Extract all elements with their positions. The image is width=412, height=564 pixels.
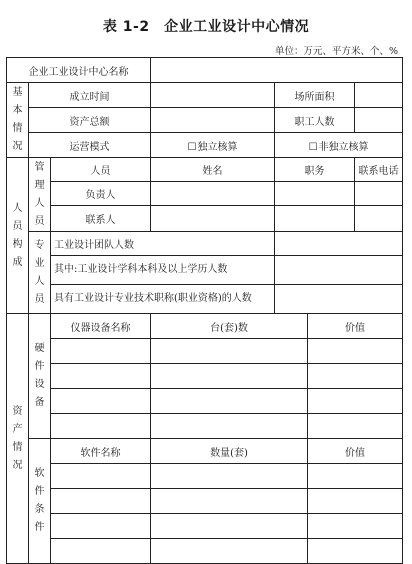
total-assets-field[interactable] bbox=[151, 108, 275, 133]
site-area-field[interactable] bbox=[355, 83, 403, 108]
center-name-field[interactable] bbox=[151, 58, 403, 83]
staff-count-label: 职工人数 bbox=[275, 108, 355, 133]
hw-value-field[interactable] bbox=[308, 364, 403, 389]
hw-value-field[interactable] bbox=[308, 389, 403, 414]
established-label: 成立时间 bbox=[29, 83, 151, 108]
mgmt-header-phone: 联系电话 bbox=[355, 158, 403, 182]
management-section-label: 管理人员 bbox=[29, 158, 51, 232]
hw-name-field[interactable] bbox=[51, 339, 151, 364]
leader-name-field[interactable] bbox=[151, 182, 275, 206]
hw-name-field[interactable] bbox=[51, 364, 151, 389]
total-assets-label: 资产总额 bbox=[29, 108, 151, 133]
sw-qty-field[interactable] bbox=[151, 464, 308, 489]
sw-header-value: 价值 bbox=[308, 439, 403, 464]
leader-phone-field[interactable] bbox=[355, 182, 403, 206]
bachelor-count-label: 其中:工业设计学科本科及以上学历人数 bbox=[51, 256, 275, 285]
unit-note: 单位：万元、平方米、个、% bbox=[274, 46, 398, 57]
software-section-label: 软件条件 bbox=[29, 439, 51, 564]
mgmt-header-name: 姓名 bbox=[151, 158, 275, 182]
sw-name-field[interactable] bbox=[51, 464, 151, 489]
sw-value-field[interactable] bbox=[308, 539, 403, 564]
hw-name-field[interactable] bbox=[51, 389, 151, 414]
contact-position-field[interactable] bbox=[275, 206, 355, 232]
sw-value-field[interactable] bbox=[308, 489, 403, 514]
independent-checkbox[interactable]: ☐ 独立核算 bbox=[151, 133, 275, 158]
sw-header-name: 软件名称 bbox=[51, 439, 151, 464]
table-title: 表 1-2 企业工业设计中心情况 bbox=[102, 19, 310, 35]
hw-qty-field[interactable] bbox=[151, 339, 308, 364]
hardware-section-label: 硬件设备 bbox=[29, 314, 51, 439]
mgmt-header-person: 人员 bbox=[51, 158, 151, 182]
operation-mode-label: 运营模式 bbox=[29, 133, 151, 158]
assets-section-label: 资产情况 bbox=[7, 314, 29, 564]
basic-section-label: 基本情况 bbox=[7, 83, 29, 158]
sw-name-field[interactable] bbox=[51, 489, 151, 514]
site-area-label: 场所面积 bbox=[275, 83, 355, 108]
design-center-form bbox=[6, 57, 403, 564]
sw-value-field[interactable] bbox=[308, 464, 403, 489]
mgmt-row-label: 负责人 bbox=[51, 182, 151, 206]
hw-header-name: 仪器设备名称 bbox=[51, 314, 151, 339]
team-count-field[interactable] bbox=[275, 232, 403, 256]
hw-qty-field[interactable] bbox=[151, 389, 308, 414]
non-independent-checkbox[interactable]: ☐ 非独立核算 bbox=[275, 133, 403, 158]
sw-qty-field[interactable] bbox=[151, 489, 308, 514]
mgmt-row-label: 联系人 bbox=[51, 206, 151, 232]
staff-count-field[interactable] bbox=[355, 108, 403, 133]
hw-qty-field[interactable] bbox=[151, 364, 308, 389]
hw-qty-field[interactable] bbox=[151, 414, 308, 439]
hw-value-field[interactable] bbox=[308, 414, 403, 439]
hw-header-qty: 台(套)数 bbox=[151, 314, 308, 339]
title-count-label: 具有工业设计专业技术职称(职业资格)的人数 bbox=[51, 285, 275, 314]
contact-phone-field[interactable] bbox=[355, 206, 403, 232]
hw-name-field[interactable] bbox=[51, 414, 151, 439]
bachelor-count-field[interactable] bbox=[275, 256, 403, 285]
professional-section-label: 专业人员 bbox=[29, 232, 51, 314]
sw-header-qty: 数量(套) bbox=[151, 439, 308, 464]
sw-qty-field[interactable] bbox=[151, 539, 308, 564]
sw-name-field[interactable] bbox=[51, 539, 151, 564]
contact-name-field[interactable] bbox=[151, 206, 275, 232]
center-name-label: 企业工业设计中心名称 bbox=[7, 58, 151, 83]
mgmt-header-position: 职务 bbox=[275, 158, 355, 182]
leader-position-field[interactable] bbox=[275, 182, 355, 206]
team-count-label: 工业设计团队人数 bbox=[51, 232, 275, 256]
hw-header-value: 价值 bbox=[308, 314, 403, 339]
personnel-section-label: 人员构成 bbox=[7, 158, 29, 314]
established-field[interactable] bbox=[151, 83, 275, 108]
title-count-field[interactable] bbox=[275, 285, 403, 314]
hw-value-field[interactable] bbox=[308, 339, 403, 364]
